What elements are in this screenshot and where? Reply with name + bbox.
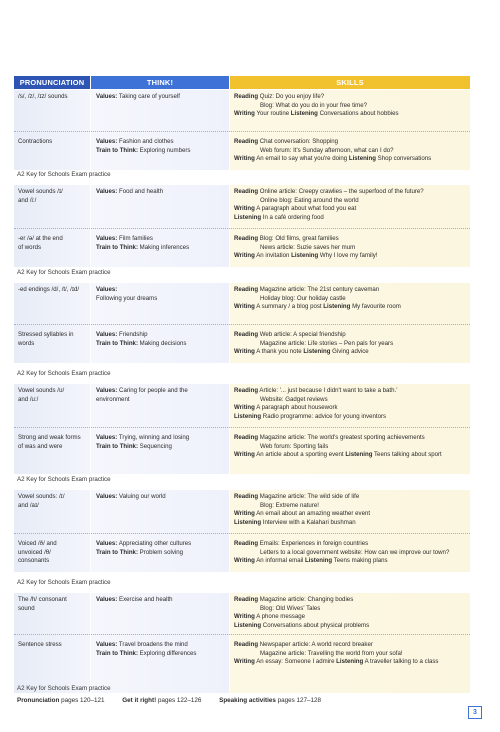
skills-cell [234,641,470,667]
skills-line: Writing An article about a sporting event Listening Teens talking about sport [234,451,442,459]
pronunciation-text: -ed endings /d/, /t/, /ɪd/ [18,286,80,293]
skills-line: Reading Blog: Old films, great families [234,235,339,242]
think-line: Values: Fashion and clothes [96,138,174,145]
skills-line: Writing An informal email Listening Teens making plans [234,557,388,565]
think-cell [96,596,228,605]
footer-references [17,697,337,704]
skills-line: Reading Chat conversation: Shopping [234,138,338,145]
think-line: Values: [96,286,118,293]
pronunciation-cell [18,387,88,404]
pronunciation-cell [18,434,88,451]
skills-line: Reading Quiz: Do you enjoy life? [234,93,325,100]
skills-cell [234,286,470,312]
think-line: Train to Think: Making inferences [96,243,190,251]
think-line: Values: Taking care of yourself [96,93,180,100]
skills-cell [234,596,470,631]
skills-cell [234,331,470,357]
unit-5-think-background [91,490,229,572]
skills-cell [234,434,470,460]
skills-line: Writing A paragraph about what food you eat [234,205,357,213]
think-cell [96,188,228,197]
skills-line: Online blog: Eating around the world [260,196,359,204]
exam-practice-label: A2 Key for Schools Exam practice [17,171,111,178]
skills-cell [234,540,470,566]
exam-practice-label: A2 Key for Schools Exam practice [17,685,111,692]
row-divider [14,324,470,325]
footer-pronunciation: Pronunciation pages 120–121 [17,697,105,704]
think-line: environment [96,395,130,403]
pronunciation-cell [18,286,88,295]
unit-1-pron-background [14,90,90,170]
think-line: Values: Caring for people and the [96,387,188,394]
skills-line: Writing A thank you note Listening Giving advice [234,348,369,356]
unit-1-think-background [91,90,229,170]
think-line: Values: Friendship [96,331,148,338]
skills-line: Blog: What do you do in your free time? [260,101,368,109]
footer-get-it-right: Get it right! pages 122–126 [122,697,202,704]
skills-line: News article: Suzie saves her mum [260,243,356,251]
skills-line: Listening Conversations about physical problems [234,622,370,630]
pronunciation-text: and /u:/ [18,395,39,403]
skills-cell [234,493,470,528]
skills-line: Writing A paragraph about housework [234,404,338,412]
pronunciation-cell [18,235,88,252]
pronunciation-text: Strong and weak forms [18,434,81,441]
skills-line: Blog: Old Wives' Tales [260,604,321,612]
pronunciation-text: of was and were [18,442,63,450]
skills-line: Reading Magazine article: The wild side of life [234,493,360,500]
pronunciation-text: unvoiced /θ/ [18,548,51,556]
pronunciation-cell [18,596,88,613]
header-skills: SKILLS [230,76,470,89]
skills-cell [234,387,470,422]
think-cell [96,493,228,502]
skills-line: Magazine article: Life stories – Pen pals for years [260,339,394,347]
think-line: Train to Think: Making decisions [96,339,187,347]
skills-line: Reading Online article: Creepy crawlies – the superfood of the future? [234,188,424,195]
pronunciation-text: and /i:/ [18,196,37,204]
pronunciation-text: Vowel sounds: /ɪ/ [18,493,65,500]
think-cell [96,387,228,404]
skills-line: Writing A phone message [234,613,306,621]
think-cell [96,93,228,102]
think-line: Train to Think: Exploring differences [96,649,197,657]
think-line: Values: Exercise and health [96,596,173,603]
pronunciation-text: Voiced /ð/ and [18,540,57,547]
pronunciation-text: Vowel sounds /ʊ/ [18,387,65,394]
skills-line: Reading Newspaper article: A world record breaker [234,641,373,648]
skills-line: Reading Emails: Experiences in foreign countries [234,540,369,547]
think-line: Values: Appreciating other cultures [96,540,192,547]
pronunciation-cell [18,93,88,102]
skills-cell [234,138,470,164]
pronunciation-cell [18,540,88,566]
skills-line: Reading Web article: A special friendship [234,331,346,338]
think-line: Train to Think: Exploring numbers [96,146,191,154]
header-pronunciation: PRONUNCIATION [14,76,90,89]
skills-cell [234,93,470,119]
skills-cell [234,188,470,223]
pronunciation-text: Stressed syllables in [18,331,74,338]
page-number: 3 [468,706,482,719]
think-line: Values: Valuing our world [96,493,166,500]
think-cell [96,434,228,451]
pronunciation-text: sound [18,604,35,612]
skills-line: Blog: Extreme nature! [260,501,319,509]
row-divider [14,228,470,229]
row-divider [14,634,470,635]
think-cell [96,138,228,155]
skills-line: Reading Magazine article: The world's greatest sporting achievements [234,434,425,441]
think-cell [96,286,228,303]
exam-practice-label: A2 Key for Schools Exam practice [17,269,111,276]
pronunciation-cell [18,188,88,205]
header-think: THINK! [91,76,229,89]
pronunciation-text: of words [18,243,42,251]
skills-line: Writing An email about an amazing weather event [234,510,371,518]
pronunciation-text: Sentence stress [18,641,62,648]
pronunciation-text: /s/, /z/, /ɪz/ sounds [18,93,68,100]
footer-speaking-activities: Speaking activities pages 127–128 [219,697,321,704]
think-line: Values: Film families [96,235,153,242]
pronunciation-text: and /aɪ/ [18,501,39,509]
think-cell [96,641,228,658]
skills-line: Reading Article: '... just because I didn't want to take a bath.' [234,387,398,394]
think-line: Values: Trying, winning and losing [96,434,190,441]
skills-line: Web forum: Sporting fails [260,442,329,450]
think-cell [96,331,228,348]
pronunciation-cell [18,138,88,147]
think-line: Train to Think: Problem solving [96,548,184,556]
pronunciation-text: words [18,339,35,347]
row-divider [14,427,470,428]
think-line: Train to Think: Sequencing [96,442,172,450]
unit-2-think-background [91,185,229,267]
skills-line: Letters to a local government website: How can we improve our town? [260,548,450,556]
exam-practice-label: A2 Key for Schools Exam practice [17,579,111,586]
skills-line: Reading Magazine article: The 21st century caveman [234,286,380,293]
think-line: Values: Food and health [96,188,164,195]
skills-line: Reading Magazine article: Changing bodies [234,596,354,603]
think-cell [96,235,228,252]
skills-line: Writing An email to say what you're doing Listening Shop conversations [234,155,432,163]
skills-line: Holiday blog: Our holiday castle [260,294,346,302]
skills-line: Listening Radio programme: advice for young inventors [234,413,387,421]
skills-line: Writing An invitation Listening Why I love my family! [234,252,378,260]
pronunciation-text: consonants [18,557,50,565]
skills-line: Website: Gadget reviews [260,395,328,403]
exam-practice-label: A2 Key for Schools Exam practice [17,476,111,483]
pronunciation-text: The /h/ consonant [18,596,67,603]
think-cell [96,540,228,557]
row-divider [14,131,470,132]
pronunciation-text: Contractions [18,138,53,145]
skills-line: Listening Interview with a Kalahari bushman [234,519,356,527]
skills-line: Listening In a café ordering food [234,214,324,222]
exam-practice-label: A2 Key for Schools Exam practice [17,370,111,377]
skills-line: Writing A summary / a blog post Listening My favourite room [234,303,401,311]
unit-3-pron-background [14,283,90,363]
skills-line: Magazine article: Travelling the world from your sofa! [260,649,403,657]
pronunciation-text: Vowel sounds /ɪ/ [18,188,63,195]
think-line: Values: Travel broadens the mind [96,641,188,648]
pronunciation-text: -er /ə/ at the end [18,235,63,242]
pronunciation-cell [18,331,88,348]
skills-cell [234,235,470,261]
row-divider [14,533,470,534]
pronunciation-cell [18,641,88,650]
pronunciation-cell [18,493,88,510]
skills-line: Web forum: It's Sunday afternoon, what can I do? [260,146,394,154]
skills-line: Writing Your routine Listening Conversations about hobbies [234,110,399,118]
think-line: Following your dreams [96,294,158,302]
skills-line: Writing An essay: Someone I admire Listening A traveller talking to a class [234,658,439,666]
